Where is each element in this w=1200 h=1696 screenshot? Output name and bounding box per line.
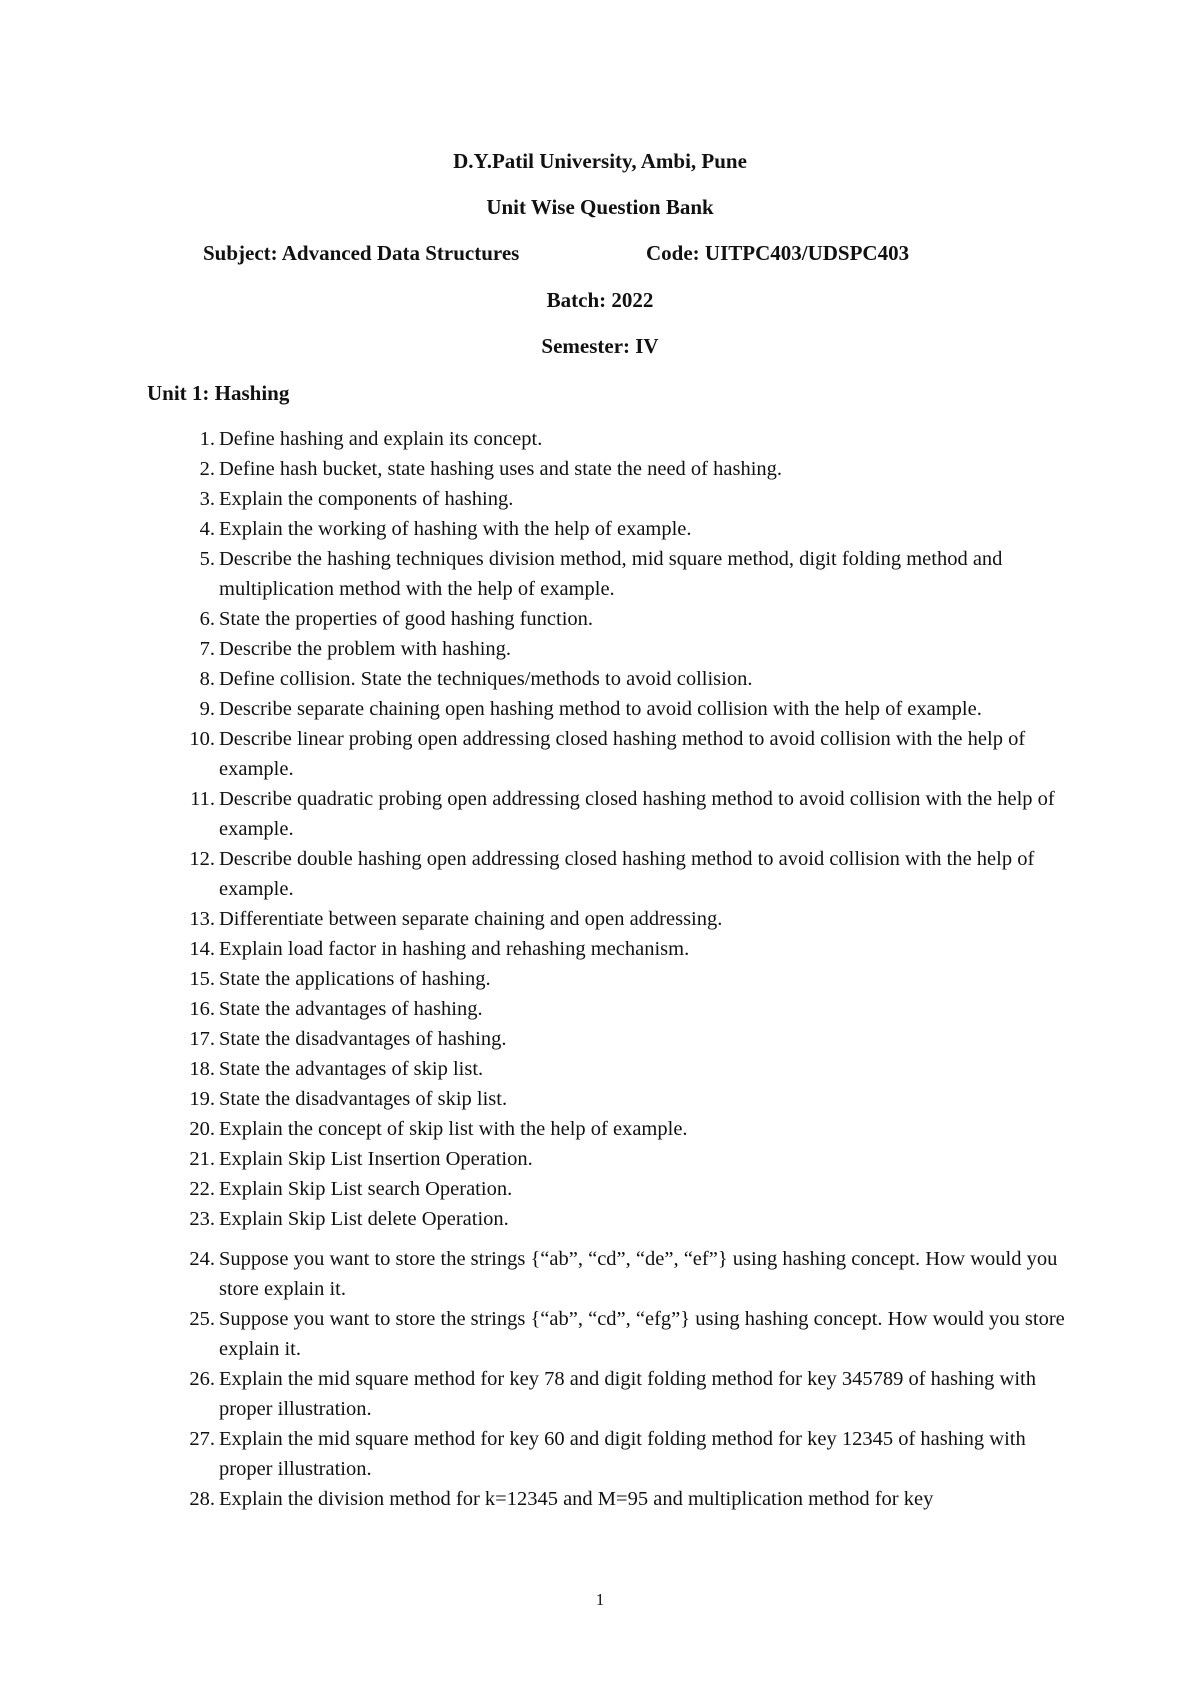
- question-text: Explain the division method for k=12345 and M=95 and multiplication method for key: [219, 1488, 934, 1510]
- question-item: [0, 1114, 1069, 1144]
- question-item: [0, 904, 1069, 934]
- page-number: 1: [595, 1590, 605, 1609]
- question-number: 27.: [189, 1428, 215, 1450]
- question-text: Differentiate between separate chaining and open addressing.: [219, 908, 723, 930]
- question-number: 11.: [190, 788, 215, 810]
- question-number: 13.: [189, 908, 215, 930]
- question-number: 9.: [199, 698, 215, 720]
- question-number: 1.: [199, 428, 215, 450]
- question-number: 18.: [189, 1058, 215, 1080]
- question-number: 12.: [189, 848, 215, 870]
- question-item: [0, 1144, 1069, 1174]
- question-text: Describe linear probing open addressing closed hashing method to avoid collision with the help of example.: [219, 728, 1026, 780]
- question-number: 5.: [199, 548, 215, 570]
- question-text: Explain the concept of skip list with the help of example.: [219, 1118, 688, 1140]
- question-number: 3.: [199, 488, 215, 510]
- question-text: Explain Skip List search Operation.: [219, 1178, 513, 1200]
- question-text: Define hashing and explain its concept.: [219, 428, 543, 450]
- question-item: [0, 844, 1069, 904]
- question-item: [0, 1484, 1069, 1514]
- question-item: [0, 604, 1069, 634]
- semester-heading: Semester: IV: [541, 334, 659, 358]
- question-number: 2.: [199, 458, 215, 480]
- question-number: 10.: [189, 728, 215, 750]
- question-item: [0, 994, 1069, 1024]
- question-item: [0, 544, 1069, 604]
- question-item: [0, 1024, 1069, 1054]
- question-text: Describe separate chaining open hashing method to avoid collision with the help of example.: [219, 698, 982, 720]
- question-number: 8.: [199, 668, 215, 690]
- question-text: Describe the hashing techniques division method, mid square method, digit folding method and multiplication method with the help of example.: [219, 548, 1003, 600]
- question-text: Explain Skip List Insertion Operation.: [219, 1148, 533, 1170]
- question-item: [0, 664, 1069, 694]
- question-text: Define hash bucket, state hashing uses and state the need of hashing.: [219, 458, 783, 480]
- question-number: 14.: [189, 938, 215, 960]
- question-text: State the disadvantages of skip list.: [219, 1088, 508, 1110]
- question-item: [0, 1204, 1069, 1234]
- question-number: 16.: [189, 998, 215, 1020]
- question-text: Suppose you want to store the strings {“ab”, “cd”, “efg”} using hashing concept. How would you store explain it.: [219, 1308, 1065, 1360]
- question-item: [0, 1304, 1069, 1364]
- question-item: [0, 424, 1069, 454]
- question-text: Describe double hashing open addressing closed hashing method to avoid collision with the help of example.: [219, 848, 1035, 900]
- question-number: 7.: [199, 638, 215, 660]
- course-code: Code: UITPC403/UDSPC403: [646, 241, 910, 265]
- question-number: 15.: [189, 968, 215, 990]
- document-title: Unit Wise Question Bank: [486, 195, 714, 219]
- question-text: Define collision. State the techniques/methods to avoid collision.: [219, 668, 753, 690]
- question-item: [0, 964, 1069, 994]
- question-item: [0, 1054, 1069, 1084]
- batch-heading: Batch: 2022: [546, 288, 654, 312]
- question-text: State the properties of good hashing function.: [219, 608, 594, 630]
- question-item: [0, 454, 1069, 484]
- question-text: Suppose you want to store the strings {“ab”, “cd”, “de”, “ef”} using hashing concept. How would you store explain it.: [219, 1248, 1058, 1300]
- question-item: [0, 694, 1069, 724]
- question-item: [0, 1244, 1069, 1304]
- question-item: [0, 784, 1069, 844]
- question-text: Explain the mid square method for key 78 and digit folding method for key 345789 of hashing with proper illustration.: [219, 1368, 1037, 1420]
- question-item: [0, 934, 1069, 964]
- question-item: [0, 1364, 1069, 1424]
- question-list: [0, 424, 1200, 1514]
- question-item: [0, 634, 1069, 664]
- question-number: 24.: [189, 1248, 215, 1270]
- question-text: State the advantages of hashing.: [219, 998, 483, 1020]
- unit-title: Unit 1: Hashing: [147, 381, 290, 405]
- question-item: [0, 724, 1069, 784]
- question-number: 26.: [189, 1368, 215, 1390]
- question-number: 6.: [199, 608, 215, 630]
- question-number: 17.: [189, 1028, 215, 1050]
- question-text: Explain the mid square method for key 60 and digit folding method for key 12345 of hashing with proper illustration.: [219, 1428, 1026, 1480]
- question-text: Explain Skip List delete Operation.: [219, 1208, 509, 1230]
- question-text: Describe the problem with hashing.: [219, 638, 512, 660]
- question-number: 25.: [189, 1308, 215, 1330]
- question-item: [0, 514, 1069, 544]
- question-number: 20.: [189, 1118, 215, 1140]
- question-number: 4.: [199, 518, 215, 540]
- question-number: 19.: [189, 1088, 215, 1110]
- question-text: Explain load factor in hashing and rehashing mechanism.: [219, 938, 690, 960]
- question-item: [0, 1174, 1069, 1204]
- subject-label: Subject: Advanced Data Structures: [203, 241, 520, 265]
- question-text: Describe quadratic probing open addressing closed hashing method to avoid collision with the help of example.: [219, 788, 1055, 840]
- question-text: Explain the components of hashing.: [219, 488, 514, 510]
- question-text: Explain the working of hashing with the help of example.: [219, 518, 692, 540]
- question-number: 23.: [189, 1208, 215, 1230]
- question-number: 21.: [189, 1148, 215, 1170]
- question-item: [0, 1424, 1069, 1484]
- question-number: 22.: [189, 1178, 215, 1200]
- question-item: [0, 1084, 1069, 1114]
- question-text: State the applications of hashing.: [219, 968, 491, 990]
- question-item: [0, 484, 1069, 514]
- question-text: State the disadvantages of hashing.: [219, 1028, 507, 1050]
- question-number: 28.: [189, 1488, 215, 1510]
- university-heading: D.Y.Patil University, Ambi, Pune: [453, 149, 747, 173]
- question-text: State the advantages of skip list.: [219, 1058, 484, 1080]
